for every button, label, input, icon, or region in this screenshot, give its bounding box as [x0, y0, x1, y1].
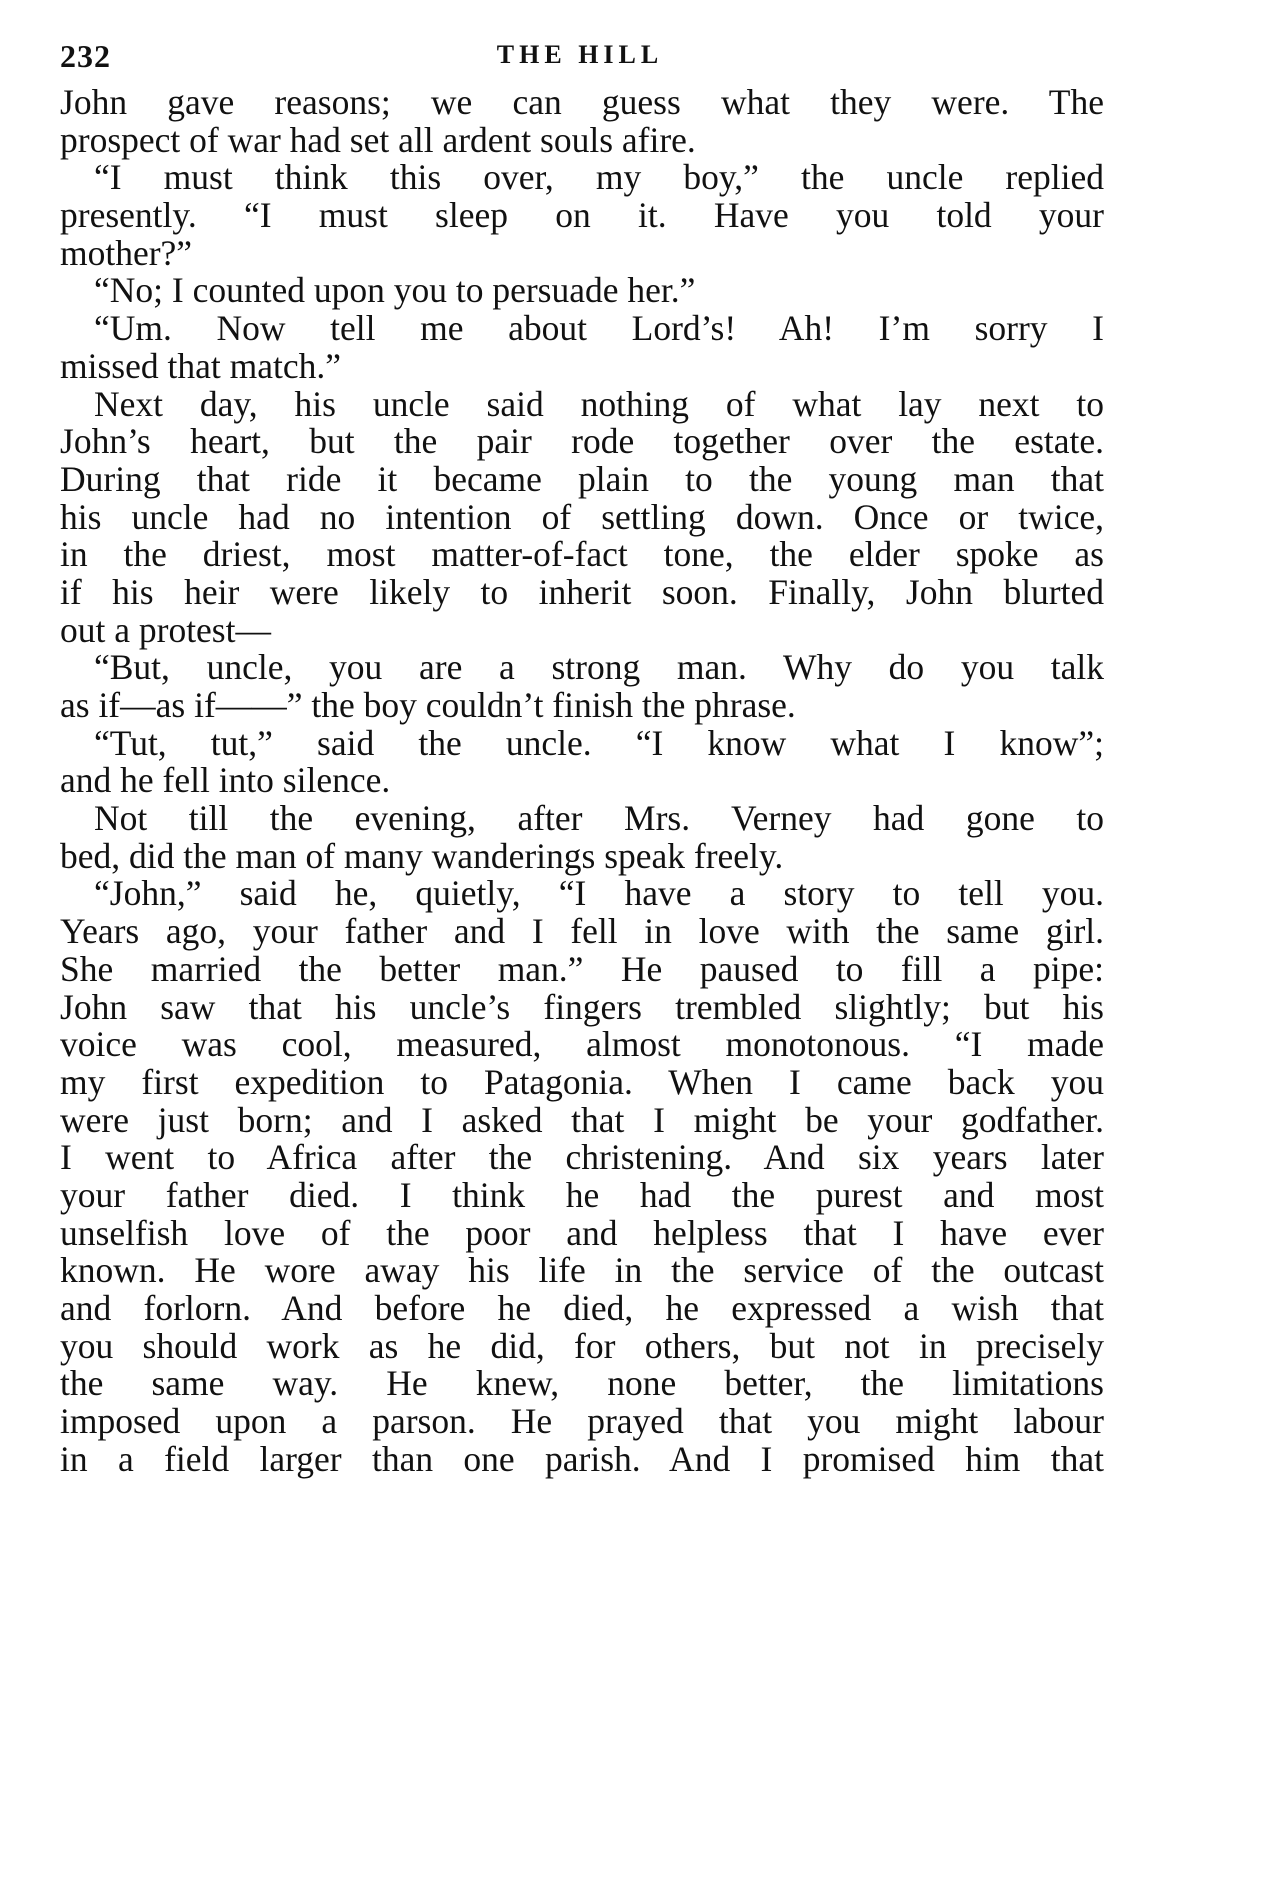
running-head: THE HILL [496, 40, 664, 69]
text-line: and he fell into silence. [60, 760, 391, 801]
text-line: “Tut, tut,” said the uncle. “I know what I know”; [94, 722, 1104, 763]
text-line: and forlorn. And before he died, he expressed a wish that [60, 1288, 1104, 1328]
text-line: presently. “I must sleep on it. Have you told your [60, 195, 1104, 236]
text-line: my first expedition to Patagonia. When I came back you [60, 1061, 1104, 1102]
body-text [60, 84, 1104, 1478]
text-line: bed, did the man of many wanderings speak freely. [60, 835, 784, 876]
text-line: “Um. Now tell me about Lord’s! Ah! I’m sorry I [94, 308, 1104, 349]
text-line: Next day, his uncle said nothing of what lay next to [94, 383, 1104, 424]
text-line: “No; I counted upon you to persuade her.” [94, 270, 696, 311]
text-line: “John,” said he, quietly, “I have a story to tell you. [94, 873, 1104, 914]
text-line: Years ago, your father and I fell in love with the same girl. [60, 911, 1104, 952]
text-line: Not till the evening, after Mrs. Verney had gone to [94, 798, 1104, 839]
text-line: “But, uncle, you are a strong man. Why do you talk [94, 647, 1104, 688]
text-line: in the driest, most matter-of-fact tone, the elder spoke as [60, 534, 1104, 575]
text-line: the same way. He knew, none better, the limitations [60, 1363, 1104, 1404]
text-line: unselfish love of the poor and helpless that I have ever [60, 1212, 1104, 1253]
text-line: missed that match.” [60, 345, 341, 386]
text-line: She married the better man.” He paused to fill a pipe: [60, 948, 1104, 989]
text-line: in a field larger than one parish. And I promised him that [60, 1438, 1104, 1479]
text-line: you should work as he did, for others, but not in precisely [60, 1325, 1104, 1366]
text-line: as if—as if——” the boy couldn’t finish the phrase. [60, 685, 796, 725]
text-line: your father died. I think he had the purest and most [60, 1174, 1104, 1215]
text-line: John’s heart, but the pair rode together over the estate. [60, 421, 1104, 462]
page-header [60, 38, 1100, 78]
text-line: “I must think this over, my boy,” the uncle replied [94, 157, 1104, 198]
page-number: 232 [60, 38, 111, 74]
text-line: prospect of war had set all ardent souls afire. [60, 119, 696, 160]
text-line: voice was cool, measured, almost monotonous. “I made [60, 1024, 1104, 1065]
text-line: imposed upon a parson. He prayed that you might labour [60, 1401, 1104, 1442]
text-line: his uncle had no intention of settling down. Once or twice, [60, 496, 1104, 537]
text-line: John saw that his uncle’s fingers trembled slightly; but his [60, 986, 1104, 1027]
text-line: known. He wore away his life in the service of the outcast [60, 1250, 1104, 1291]
text-line: mother?” [60, 232, 193, 273]
text-line: John gave reasons; we can guess what they were. The [60, 82, 1104, 122]
text-line: out a protest— [60, 609, 271, 650]
text-line: if his heir were likely to inherit soon. Finally, John blurted [60, 571, 1104, 612]
text-line: During that ride it became plain to the young man that [60, 458, 1104, 499]
text-line: were just born; and I asked that I might be your godfather. [60, 1099, 1104, 1140]
text-line: I went to Africa after the christening. And six years later [60, 1137, 1104, 1178]
